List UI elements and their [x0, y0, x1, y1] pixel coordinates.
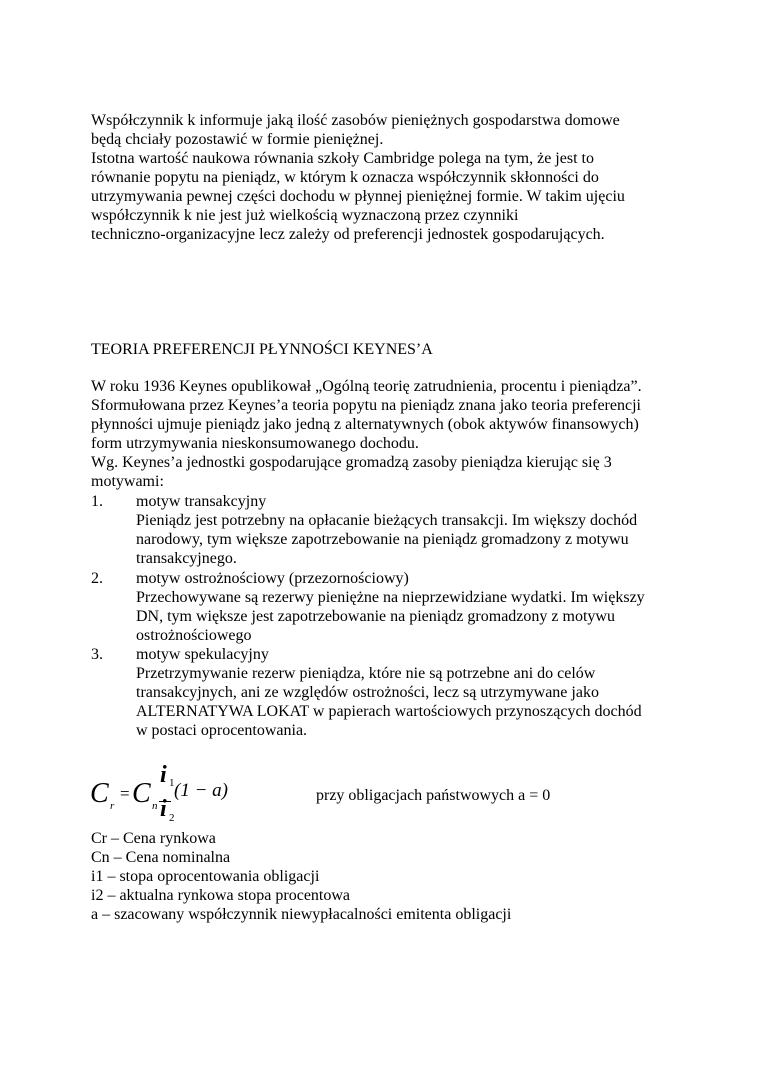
- formula-subscript: n: [152, 800, 158, 812]
- formula-equals: =: [120, 784, 130, 803]
- formula-subscript: r: [110, 800, 115, 812]
- formula-note: przy obligacjach państwowych a = 0: [316, 787, 551, 804]
- formula-c-symbol: C: [132, 778, 151, 809]
- list-item-text: Przetrzymywanie rezerw pieniądza, które nie są potrzebne ani do celów: [136, 665, 596, 682]
- list-item-text: ALTERNATYWA LOKAT w papierach wartościowych przynoszących dochód: [136, 703, 642, 720]
- legend-line: i2 – aktualna rynkowa stopa procentowa: [91, 887, 351, 904]
- paragraph-1-line: równanie popytu na pieniądz, w którym k oznacza współczynnik skłonności do: [91, 169, 599, 186]
- paragraph-1-line: współczynnik k nie jest już wielkością wyznaczoną przez czynniki: [91, 207, 519, 224]
- paragraph-1-line: Współczynnik k informuje jaką ilość zasobów pieniężnych gospodarstwa domowe: [91, 112, 620, 129]
- paragraph-1-line: utrzymywania pewnej części dochodu w płynnej pieniężnej formie. W takim ujęciu: [91, 188, 625, 205]
- price-formula: [90, 760, 250, 830]
- formula-subscript: 2: [169, 812, 175, 824]
- formula-denominator-i: i: [160, 796, 167, 822]
- paragraph-1-line: będą chciały pozostawić w formie pieniężnej.: [91, 131, 384, 148]
- formula-subscript: 1: [169, 777, 175, 789]
- paragraph-2-line: Sformułowana przez Keynes’a teoria popytu na pieniądz znana jako teoria preferencji: [91, 397, 641, 414]
- formula-numerator-i: i: [160, 762, 167, 788]
- paragraph-2-line: W roku 1936 Keynes opublikował „Ogólną teorię zatrudnienia, procentu i pieniądza”.: [91, 378, 642, 395]
- list-item-text: Pieniądz jest potrzebny na opłacanie bieżących transakcji. Im większy dochód: [136, 512, 638, 529]
- paragraph-2-line: motywami:: [91, 473, 164, 490]
- list-item-text: DN, tym większe jest zapotrzebowanie na pieniądz gromadzony z motywu: [136, 608, 615, 625]
- list-item-text: w postaci oprocentowania.: [136, 722, 308, 739]
- paragraph-2-line: form utrzymywania nieskonsumowanego dochodu.: [91, 435, 419, 452]
- list-item-title: motyw spekulacyjny: [136, 646, 269, 663]
- legend-line: Cn – Cena nominalna: [91, 849, 231, 866]
- list-item-text: transakcyjnego.: [136, 550, 237, 567]
- legend-line: Cr – Cena rynkowa: [91, 830, 216, 847]
- list-item-text: narodowy, tym większe zapotrzebowanie na pieniądz gromadzony z motywu: [136, 531, 629, 548]
- list-item-number: 3.: [91, 646, 103, 663]
- formula-factor: (1 − a): [174, 780, 228, 801]
- paragraph-2-line: Wg. Keynes’a jednostki gospodarujące gromadzą zasoby pieniądza kierując się 3: [91, 454, 612, 471]
- paragraph-2-line: płynności ujmuje pieniądz jako jedną z alternatywnych (obok aktywów finansowych): [91, 416, 639, 433]
- paragraph-1-line: Istotna wartość naukowa równania szkoły Cambridge polega na tym, że jest to: [91, 150, 594, 167]
- section-heading: TEORIA PREFERENCJI PŁYNNOŚCI KEYNES’A: [91, 341, 433, 358]
- list-item-number: 2.: [91, 570, 103, 587]
- list-item-title: motyw transakcyjny: [136, 493, 267, 510]
- list-item-title: motyw ostrożnościowy (przezornościowy): [136, 570, 409, 587]
- list-item-text: ostrożnościowego: [136, 627, 252, 644]
- list-item-text: Przechowywane są rezerwy pieniężne na nieprzewidziane wydatki. Im większy: [136, 589, 645, 606]
- legend-line: a – szacowany współczynnik niewypłacalności emitenta obligacji: [91, 906, 512, 923]
- list-item-number: 1.: [91, 493, 103, 510]
- legend-line: i1 – stopa oprocentowania obligacji: [91, 868, 320, 885]
- paragraph-1-line: techniczno-organizacyjne lecz zależy od preferencji jednostek gospodarujących.: [91, 226, 605, 243]
- formula-c-symbol: C: [90, 778, 109, 809]
- list-item-text: transakcyjnych, ani ze względów ostrożności, lecz są utrzymywane jako: [136, 684, 599, 701]
